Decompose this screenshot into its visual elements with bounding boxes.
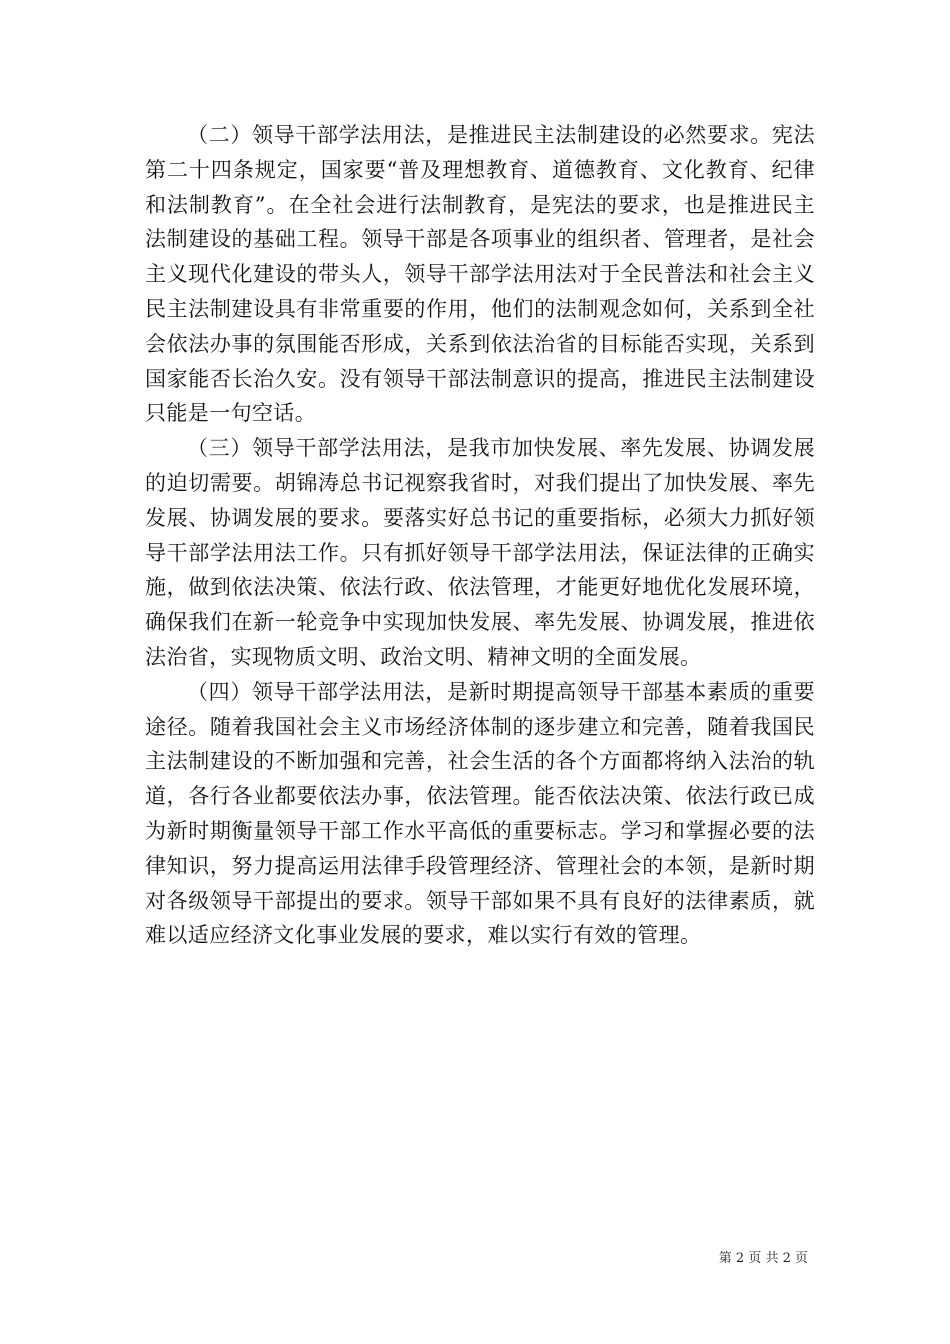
page-number-footer: 第 2 页 共 2 页 <box>718 1251 808 1266</box>
paragraph-two: （二）领导干部学法用法，是推进民主法制建设的必然要求。宪法第二十四条规定，国家要“普及理想教育、道德教育、文化教育、纪律和法制教育”。在全社会进行法制教育，是宪法的要求，也是推进民主法制建设的基础工程。领导干部是各项事业的组织者、管理者，是社会主义现代化建设的带头人，领导干部学法用法对于全民普法和社会主义民主法制建设具有非常重要的作用，他们的法制观念如何，关系到全社会依法办事的氛围能否形成，关系到依法治省的目标能否实现，关系到国家能否长治久安。没有领导干部法制意识的提高，推进民主法制建设只能是一句空话。 <box>145 123 815 426</box>
document-body <box>145 118 815 953</box>
paragraph-three: （三）领导干部学法用法，是我市加快发展、率先发展、协调发展的迫切需要。胡锦涛总书记视察我省时，对我们提出了加快发展、率先发展、协调发展的要求。要落实好总书记的重要指标，必须大力抓好领导干部学法用法工作。只有抓好领导干部学法用法，保证法律的正确实施，做到依法决策、依法行政、依法管理，才能更好地优化发展环境，确保我们在新一轮竞争中实现加快发展、率先发展、协调发展，推进依法治省，实现物质文明、政治文明、精神文明的全面发展。 <box>145 436 815 669</box>
paragraph-four: （四）领导干部学法用法，是新时期提高领导干部基本素质的重要途径。随着我国社会主义市场经济体制的逐步建立和完善，随着我国民主法制建设的不断加强和完善，社会生活的各个方面都将纳入法治的轨道，各行各业都要依法办事，依法管理。能否依法决策、依法行政已成为新时期衡量领导干部工作水平高低的重要标志。学习和掌握必要的法律知识，努力提高运用法律手段管理经济、管理社会的本领，是新时期对各级领导干部提出的要求。领导干部如果不具有良好的法律素质，就难以适应经济文化事业发展的要求，难以实行有效的管理。 <box>145 679 815 948</box>
